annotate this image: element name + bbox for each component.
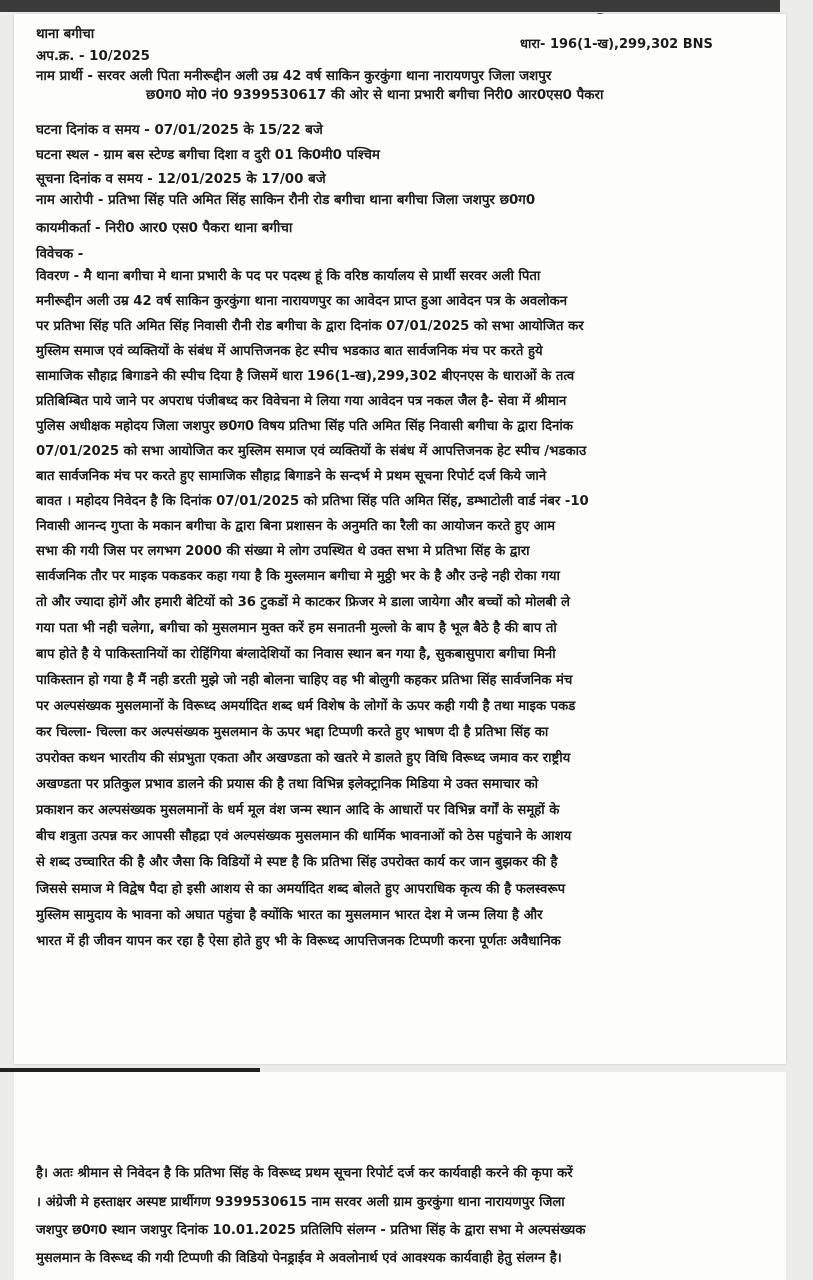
body-line: भारत में ही जीवन यापन कर रहा है ऐसा होते हुए भी के विरूध्द आपत्तिजनक टिप्पणी करना पूर्णतः अवैधानिक [36, 934, 561, 949]
body-line: मुस्लिम सामुदाय के भावना को अघात पहुंचा है क्योंकि भारत का मुसलमान भारत देश मे जन्म लिया है और [36, 908, 543, 923]
field-incident-datetime: घटना दिनांक व समय - 07/01/2025 के 15/22 बजे [36, 123, 323, 138]
body-line: उपरोक्त कथन भारतीय की संप्रभुता एकता और अखण्डता को खतरे मे डालते हुए विधि विरूध्द जमाव कर राष्ट्रीय [36, 751, 571, 766]
body-line: बाप होते है ये पाकिस्तानियों का रोहिंगिया बंग्लादेशियों का निवास स्थान बन गया है, सुकबासुपारा बगीचा मिनी [36, 647, 556, 662]
body-line: बात सार्वजनिक मंच पर करते हुए सामाजिक सौहाद्र बिगाडने के सन्दर्भ मे प्रथम सूचना रिपोर्ट दर्ज किये जाने [36, 469, 547, 484]
body-line: पाकिस्तान हो गया है मैं नही डरती मुझे जो नही बोलना चाहिए वह भी बोलुगी कहकर प्रतिभा सिंह सार्वजनिक मंच [36, 673, 573, 688]
field-complainant: नाम प्रार्थी - सरवर अली पिता मनीरूद्दीन अली उम्र 42 वर्ष साकिन कुरकुंगा थाना नारायणपुर जिला जशपुर [36, 69, 552, 84]
field-incident-place: घटना स्थल - ग्राम बस स्टेण्ड बगीचा दिशा व दुरी 01 कि0मी0 पश्चिम [36, 148, 380, 163]
body-line: अखण्डता पर प्रतिकुल प्रभाव डालने की प्रयास की है तथा विभिन्न इलेक्ट्रानिक मिडिया मे उक्त समाचार को [36, 777, 539, 792]
field-complainant-cont: छ0ग0 मो0 नं0 9399530617 की ओर से थाना प्रभारी बगीचा निरी0 आर0एस0 पैकरा [146, 88, 604, 103]
field-investigator: विवेचक - [36, 247, 84, 262]
body-line: प्रतिबिम्बित पाये जाने पर अपराध पंजीबध्द कर विवेचना मे लिया गया आवेदन पत्र नकल जैल है- सेवा में श्रीमान [36, 394, 567, 409]
case-number: अप.क्र. - 10/2025 [36, 49, 150, 64]
body-line: निवासी आनन्द गुप्ता के मकान बगीचा के द्वारा बिना प्रशासन के अनुमति का रैली का आयोजन करते हुए आम [36, 519, 556, 534]
body-line: सामाजिक सौहाद्र बिगाडने की स्पीच दिया है जिसमें धारा 196(1-ख),299,302 बीएनएस के धाराओं के तत्व [36, 369, 575, 384]
body-line: पर अल्पसंख्यक मुसलमानों के विरूध्द अमर्यादित शब्द धर्म विशेष के लोगों के ऊपर कही गयी है तथा माइक पकड [36, 699, 576, 714]
body-line: 07/01/2025 को सभा आयोजित कर मुस्लिम समाज एवं व्यक्तियों के संबंध में आपत्तिजनक हेट स्पीच /भडकाउ [36, 444, 587, 459]
body-line: कर चिल्ला- चिल्ला कर अल्पसंख्यक मुसलमान के ऊपर भद्दा टिप्पणी करते हुए भाषण दी है प्रतिभा सिंह का [36, 725, 549, 740]
page2-line: । अंग्रेजी मे हस्ताक्षर अस्पष्ट प्रार्थीगण 9399530615 नाम सरवर अली ग्राम कुरकुंगा थाना नारायणपुर जिला [36, 1195, 565, 1210]
body-line: मुस्लिम समाज एवं व्यक्तियों के संबंध में आपत्तिजनक हेट स्पीच भडकाउ बात सार्वजनिक मंच पर करते हुये [36, 344, 543, 359]
body-line: सभा की गयी जिस पर लगभग 2000 की संख्या मे लोग उपस्थित थे उक्त सभा मे प्रतिभा सिंह के द्वारा [36, 544, 530, 559]
field-info-datetime: सूचना दिनांक व समय - 12/01/2025 के 17/00 बजे [36, 172, 326, 187]
page2-line: मुसलमान के विरूध्द की गयी टिप्पणी की विडियो पेनड्राईव मे अवलोनार्थ एवं आवश्यक कार्यवाही हेतु संलग्न है। [36, 1251, 562, 1266]
body-line: सार्वजनिक तौर पर माइक पकडकर कहा गया है कि मुस्लमान बगीचा मे मुठ्ठी भर के है और उन्हे नही रोका गया [36, 569, 560, 584]
body-line: बीच शत्रुता उत्पन्न कर आपसी सौहद्रा एवं अल्पसंख्यक मुसलमान की धार्मिक भावनाओं को ठेस पहुंचाने के आशय [36, 829, 572, 844]
field-registering-officer: कायमीकर्ता - निरी0 आर0 एस0 पैकरा थाना बगीचा [36, 221, 293, 236]
page2-line: जशपुर छ0ग0 स्थान जशपुर दिनांक 10.01.2025 प्रतिलिपि संलग्न - प्रतिभा सिंह के द्वारा सभा मे अल्पसंख्यक [36, 1223, 586, 1238]
sections-applied: धारा- 196(1-ख),299,302 BNS [520, 37, 713, 52]
page2-line: है। अतः श्रीमान से निवेदन है कि प्रतिभा सिंह के विरूध्द प्रथम सूचना रिपोर्ट दर्ज कर कार्यवाही करने की कृपा करें [36, 1166, 573, 1181]
body-line: पर प्रतिभा सिंह पति अमित सिंह निवासी रौनी रोड बगीचा के द्वारा दिनांक 07/01/2025 को सभा आयोजित कर [36, 319, 584, 334]
body-line: गया पता भी नही चलेगा, बगीचा को मुसलमान मुक्त करें हम सनातनी मुल्लो के बाप है भूल बैठे है की बाप तो [36, 621, 557, 636]
body-line: बावत । महोदय निवेदन है कि दिनांक 07/01/2025 को प्रतिभा सिंह पति अमित सिंह, डम्भाटोली वार्ड नंबर -10 [36, 494, 589, 509]
body-line: पुलिस अधीक्षक महोदय जिला जशपुर छ0ग0 विषय प्रतिभा सिंह पति अमित सिंह निवासी बगीचा के द्वारा दिनांक [36, 419, 573, 434]
body-line: विवरण - मै थाना बगीचा मे थाना प्रभारी के पद पर पदस्थ हूं कि वरिष्ठ कार्यालय से प्रार्थी सरवर अली पिता [36, 269, 541, 284]
body-line: तो और ज्यादा होगें और हमारी बेटियों को 36 टुकडों मे काटकर फ्रिजर मे डाला जायेगा और बच्चों को मोलबी ले [36, 595, 570, 610]
body-line: प्रकाशन कर अल्पसंख्यक मुसलमानों के धर्म मूल वंश जन्म स्थान आदि के आधारों पर विभिन्न वर्गों के समूहों के [36, 803, 560, 818]
field-accused: नाम आरोपी - प्रतिभा सिंह पति अमित सिंह साकिन रौनी रोड बगीचा थाना बगीचा जिला जशपुर छ0ग0 [36, 193, 536, 208]
body-line: मनीरूद्दीन अली उम्र 42 वर्ष साकिन कुरकुंगा थाना नारायणपुर का आवेदन प्राप्त हुआ आवेदन पत्र के अवलोकन [36, 294, 568, 309]
body-line: जिससे समाज मे विद्वेष पैदा हो इसी आशय से का अमर्यादित शब्द बोलते हुए आपराधिक कृत्य की है फलस्वरूप [36, 882, 566, 897]
body-line: से शब्द उच्चारित की है और जैसा कि विडियों मे स्पष्ट है कि प्रतिभा सिंह उपरोक्त कार्य कर जान बुझकर की है [36, 855, 558, 870]
thana-label: थाना बगीचा [36, 27, 95, 42]
